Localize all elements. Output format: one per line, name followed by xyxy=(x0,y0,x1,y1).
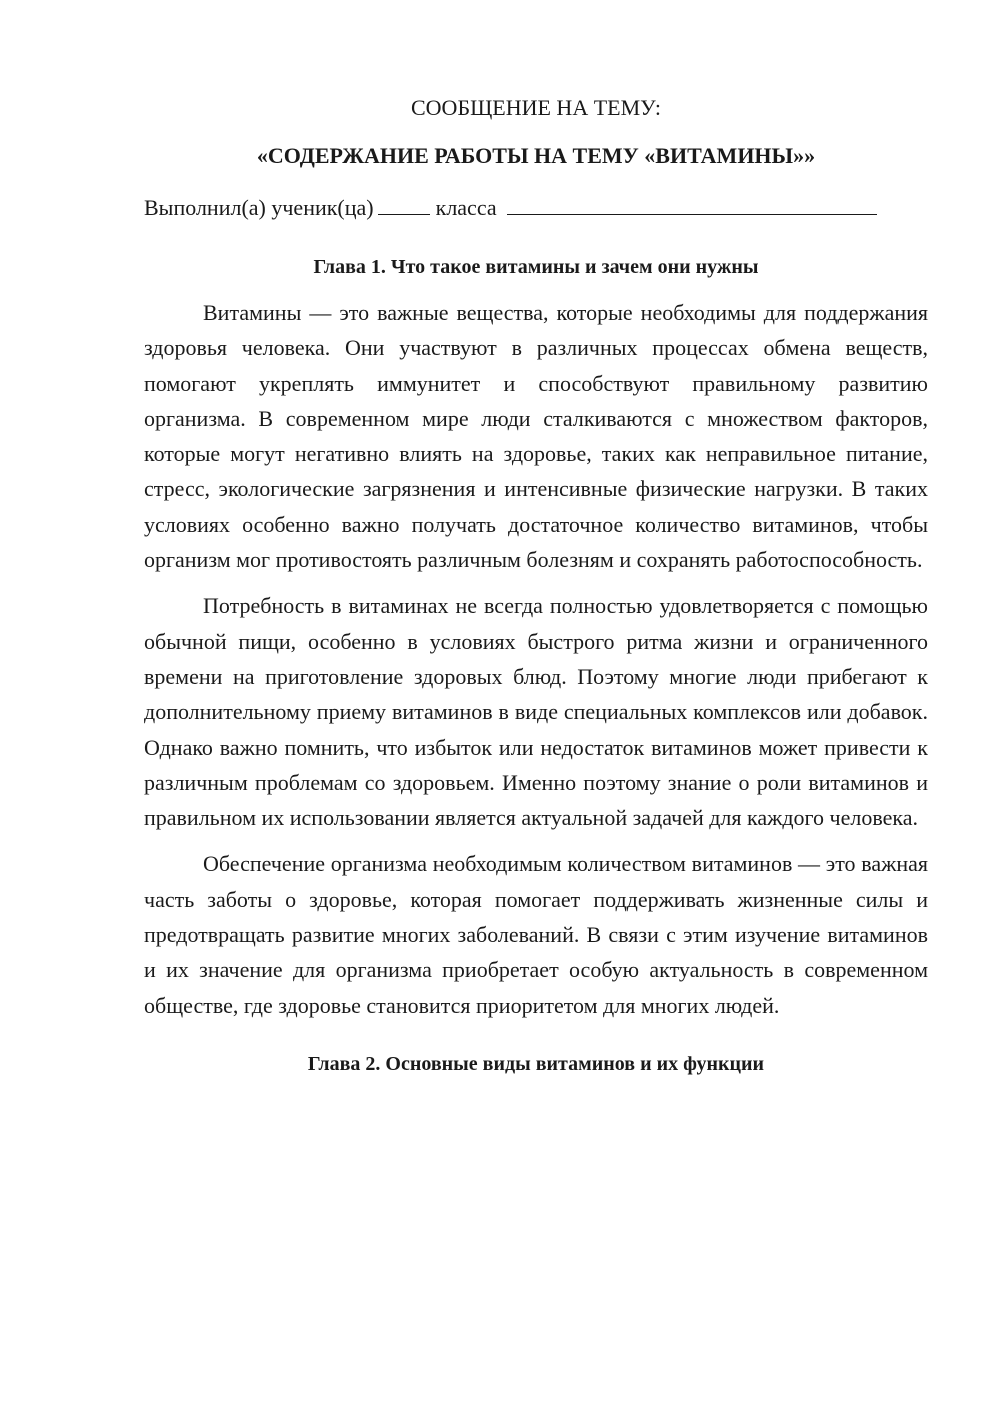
document-title: «СОДЕРЖАНИЕ РАБОТЫ НА ТЕМУ «ВИТАМИНЫ»» xyxy=(256,143,816,168)
document-page xyxy=(144,92,928,1079)
student-name-blank xyxy=(507,192,877,215)
chapter-1-title: Глава 1. Что такое витамины и зачем они нужны xyxy=(313,256,759,278)
grade-blank xyxy=(378,192,430,215)
chapter-1-paragraph-3: Обеспечение организма необходимым количеством витаминов — это важная часть заботы о здоровье, которая помогает поддерживать жизненные силы и предотвращать развитие многих заболеваний. В связи с этим изучение витаминов и их значение для организма приобретает особую актуальность в современном обществе, где здоровье становится приоритетом для многих людей. xyxy=(144,851,928,1018)
chapter-1-paragraph-1: Витамины — это важные вещества, которые необходимы для поддержания здоровья человека. Они участвуют в различных процессах обмена веществ, помогают укреплять иммунитет и способствуют правильному развитию организма. В современном мире люди сталкиваются с множеством факторов, которые могут негативно влиять на здоровье, таких как неправильное питание, стресс, экологические загрязнения и интенсивные физические нагрузки. В таких условиях особенно важно получать достаточное количество витаминов, чтобы организм мог противостоять различным болезням и сохранять работоспособность. xyxy=(144,300,928,573)
performed-by-label: Выполнил(а) ученик(ца) xyxy=(144,195,374,220)
document-heading: СООБЩЕНИЕ НА ТЕМУ: xyxy=(411,95,661,120)
author-line xyxy=(144,192,928,224)
class-label: класса xyxy=(435,195,497,220)
chapter-1-paragraph-2: Потребность в витаминах не всегда полностью удовлетворяется с помощью обычной пищи, особенно в условиях быстрого ритма жизни и ограниченного времени на приготовление здоровых блюд. Поэтому многие люди прибегают к дополнительному приему витаминов в виде специальных комплексов или добавок. Однако важно помнить, что избыток или недостаток витаминов может привести к различным проблемам со здоровьем. Именно поэтому знание о роли витаминов и правильном их использовании является актуальной задачей для каждого человека. xyxy=(144,593,928,831)
chapter-2-title: Глава 2. Основные виды витаминов и их функции xyxy=(307,1052,765,1075)
